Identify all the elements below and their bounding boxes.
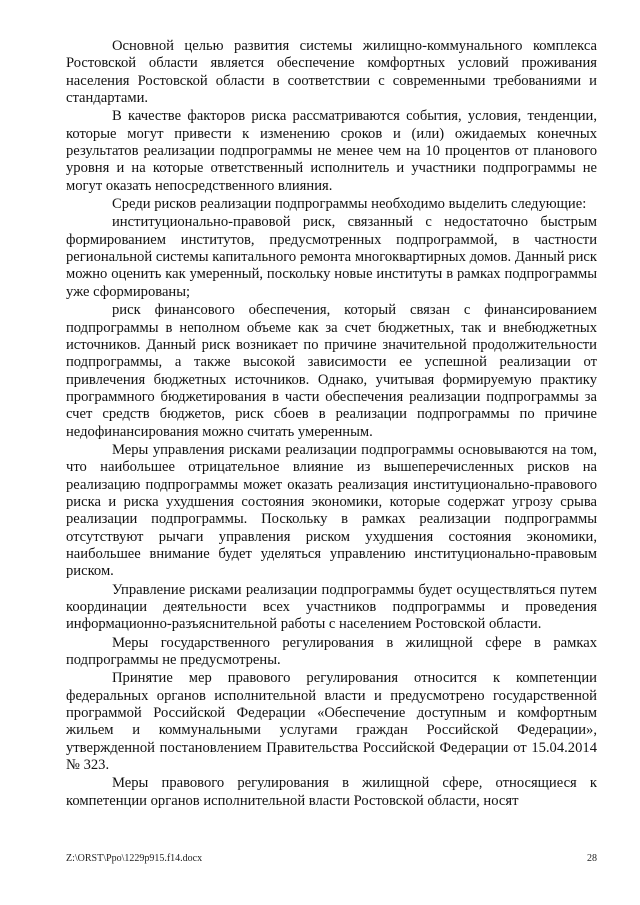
paragraph-state-regulation: Меры государственного регулирования в жилищной сфере в рамках подпрограммы не предусмотрены. xyxy=(66,634,597,669)
paragraph-risk-factors: В качестве факторов риска рассматриваются события, условия, тенденции, которые могут привести к изменению сроков и (или) ожидаемых конечных результатов реализации подпрограммы не менее чем на 10 процентов от планового уровня и на которые ответственный исполнитель и участники подпрограммы не могут оказать непосредственного влияния. xyxy=(66,108,597,194)
paragraph-legal-regulation: Принятие мер правового регулирования относится к компетенции федеральных органов исполнительной власти и предусмотрено государственной программой Российской Федерации «Обеспечение доступным и комфортным жильем и коммунальными услугами граждан Российской Федерации», утвержденной постановлением Правительства Российской Федерации от 15.04.2014 № 323. xyxy=(66,670,597,774)
paragraph-risk-management: Меры управления рисками реализации подпрограммы основываются на том, что наибольшее отрицательное влияние из вышеперечисленных рисков на реализацию подпрограммы может оказать реализация институционально-правового риска и риска ухудшения состояния экономики, которые содержат угрозу срыва реализации подпрограммы. Поскольку в рамках реализации подпрограммы отсутствуют рычаги управления риском ухудшения состояния экономики, наибольшее внимание будет уделяться управлению институционально-правовым риском. xyxy=(66,441,597,580)
paragraph-institutional-risk: институционально-правовой риск, связанный с недостаточно быстрым формированием институтов, предусмотренных подпрограммой, в частности региональной системы капитального ремонта многоквартирных домов. Данный риск можно оценить как умеренный, поскольку новые институты в рамках подпрограммы уже сформированы; xyxy=(66,214,597,300)
paragraph-risks-intro: Среди рисков реализации подпрограммы необходимо выделить следующие: xyxy=(112,196,587,213)
paragraph-financial-risk: риск финансового обеспечения, который связан с финансированием подпрограммы в неполном объеме как за счет бюджетных, так и внебюджетных источников. Данный риск возникает по причине значительной продолжительности подпрограммы, а также высокой зависимости ее успешной реализации от привлечения бюджетных источников. Однако, учитывая формируемую практику программного бюджетирования в части обеспечения реализации подпрограммы за счет средств бюджетов, риск сбоев в реализации подпрограммы по причине недофинансирования можно считать умеренным. xyxy=(66,302,597,440)
paragraph-regional-regulation: Меры правового регулирования в жилищной сфере, относящиеся к компетенции органов исполнительной власти Ростовской области, носят xyxy=(66,775,597,809)
document-body xyxy=(66,38,597,811)
footer-file-path: Z:\ORST\Ppo\1229p915.f14.docx xyxy=(66,853,203,864)
paragraph-risk-coordination: Управление рисками реализации подпрограммы будет осуществляться путем координации деятельности всех участников подпрограммы и проведения информационно-разъяснительной работы с населением Ростовской области. xyxy=(66,581,597,633)
page-number: 28 xyxy=(587,853,597,864)
paragraph-development-goal: Основной целью развития системы жилищно-коммунального комплекса Ростовской области является обеспечение комфортных условий проживания населения Ростовской области в соответствии с современными требованиями и стандартами. xyxy=(66,38,597,107)
